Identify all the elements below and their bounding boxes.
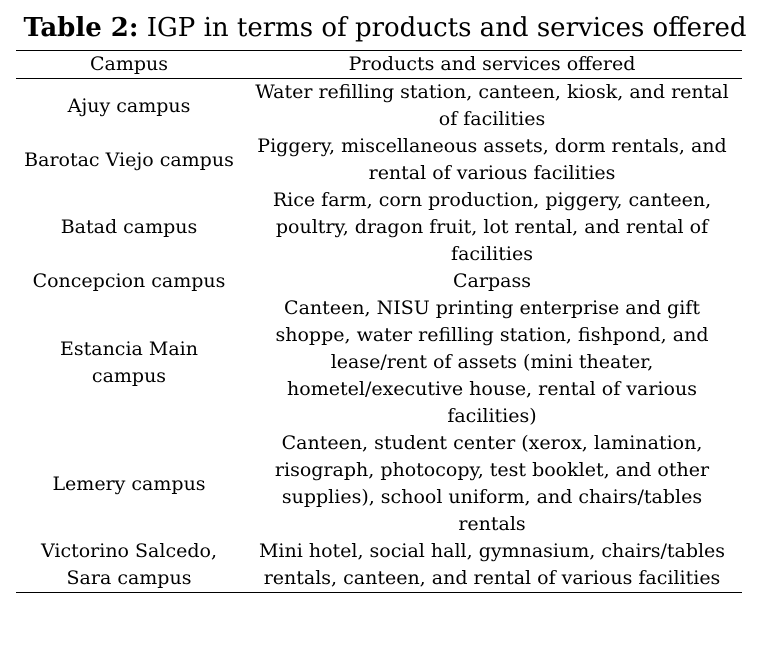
campus-cell: Concepcion campus [32,270,226,292]
table-row [16,187,742,268]
header-products: Products and services offered [348,53,636,75]
products-cell: Carpass [453,270,531,292]
table-row [16,79,742,134]
products-cell: Water refilling station, canteen, kiosk, and rental of facilities [255,81,729,130]
products-cell: Mini hotel, social hall, gymnasium, chairs/tables rentals, canteen, and rental of various facilities [258,540,726,589]
table-row [16,133,742,187]
products-cell: Piggery, miscellaneous assets, dorm rentals, and rental of various facilities [257,135,727,184]
campus-cell: Ajuy campus [67,94,191,117]
campus-cell: Barotac Viejo campus [24,148,234,171]
table-row [16,295,742,430]
campus-cell: Batad campus [60,216,198,238]
products-cell: Canteen, NISU printing enterprise and gift shoppe, water refilling station, fishpond, and lease/rent of assets (mini theater, hometel/executive house, rental of various facilities) [275,297,709,427]
table-row [16,268,742,295]
table-row [16,538,742,593]
igp-table [16,50,742,593]
table-caption-text: IGP in terms of products and services offered [138,13,747,43]
header-campus: Campus [89,53,169,75]
products-cell: Canteen, student center (xerox, lamination, risograph, photocopy, test booklet, and other supplies), school uniform, and chairs/tables rentals [274,432,710,535]
table-caption [0,12,770,44]
campus-cell: Estancia Main campus [59,337,198,387]
campus-cell: Lemery campus [52,472,206,495]
table-header-row [16,51,742,79]
table-caption-label: Table 2: [23,13,139,43]
table-row [16,430,742,538]
products-cell: Rice farm, corn production, piggery, canteen, poultry, dragon fruit, lot rental, and rental of facilities [272,189,712,265]
campus-cell: Victorino Salcedo, Sara campus [40,540,217,589]
